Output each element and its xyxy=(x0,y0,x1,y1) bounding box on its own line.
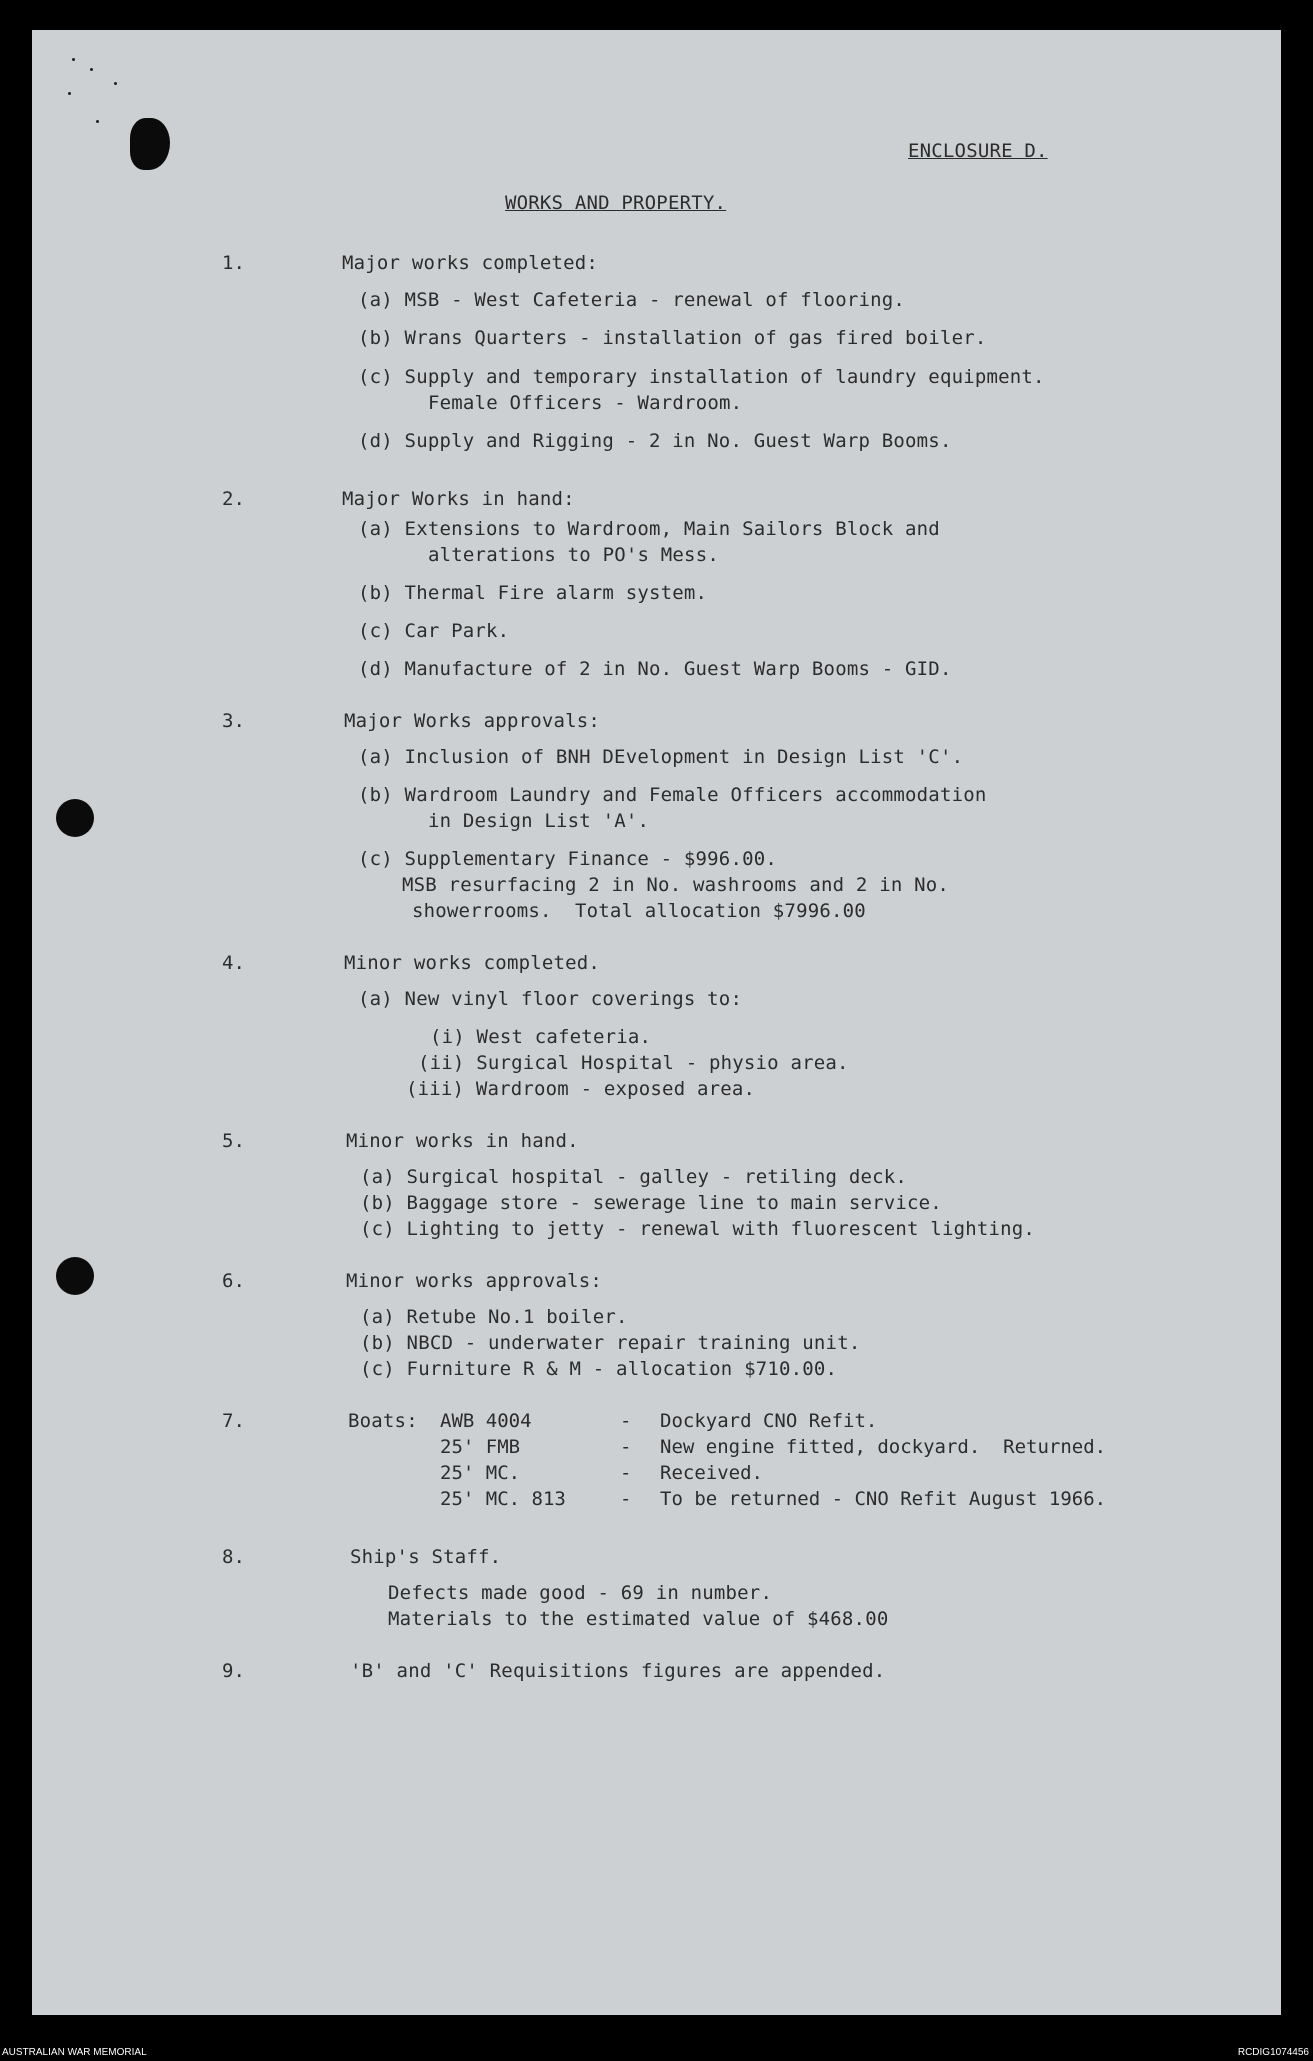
list-item: (b) Thermal Fire alarm system. xyxy=(358,582,708,604)
archive-name: AUSTRALIAN WAR MEMORIAL xyxy=(2,2047,147,2058)
list-item: (b) Baggage store - sewerage line to main service. xyxy=(360,1192,942,1214)
sub-item: (iii) Wardroom - exposed area. xyxy=(406,1078,756,1100)
list-item: (c) Supplementary Finance - $996.00. xyxy=(358,848,778,870)
list-item-continuation: alterations to PO's Mess. xyxy=(428,544,719,566)
dash: - xyxy=(620,1436,632,1458)
list-item-continuation: MSB resurfacing 2 in No. washrooms and 2 in No. xyxy=(402,874,950,896)
list-item: (a) Surgical hospital - galley - retiling deck. xyxy=(360,1166,908,1188)
sub-item: (i) West cafeteria. xyxy=(430,1026,652,1048)
list-item-continuation: showerrooms. Total allocation $7996.00 xyxy=(412,900,866,922)
section-heading: Major Works in hand: xyxy=(342,488,575,510)
list-item: (a) Inclusion of BNH DEvelopment in Design List 'C'. xyxy=(358,746,964,768)
boat-name: AWB 4004 xyxy=(440,1410,532,1432)
section-heading: 'B' and 'C' Requisitions figures are appended. xyxy=(350,1660,886,1682)
section-heading: Ship's Staff. xyxy=(350,1546,502,1568)
list-item: (c) Furniture R & M - allocation $710.00. xyxy=(360,1358,838,1380)
list-item: (a) Retube No.1 boiler. xyxy=(360,1306,628,1328)
section-number: 5. xyxy=(222,1130,245,1152)
list-item: (a) Extensions to Wardroom, Main Sailors Block and xyxy=(358,518,940,540)
section-number: 8. xyxy=(222,1546,245,1568)
dash: - xyxy=(620,1410,632,1432)
archive-id: RCDIG1074456 xyxy=(1237,2047,1309,2058)
archive-footer xyxy=(0,2047,1313,2061)
list-item-continuation: in Design List 'A'. xyxy=(428,810,650,832)
table-row xyxy=(440,1436,1106,1462)
list-item: (b) Wrans Quarters - installation of gas fired boiler. xyxy=(358,327,987,349)
section-heading: Major Works approvals: xyxy=(344,710,601,732)
list-item: (d) Manufacture of 2 in No. Guest Warp Booms - GID. xyxy=(358,658,952,680)
speck xyxy=(72,58,75,61)
list-item: (a) MSB - West Cafeteria - renewal of flooring. xyxy=(358,289,906,311)
sub-item: (ii) Surgical Hospital - physio area. xyxy=(418,1052,849,1074)
boat-name: 25' FMB xyxy=(440,1436,521,1458)
boat-note: To be returned - CNO Refit August 1966. xyxy=(660,1488,1107,1510)
speck xyxy=(114,82,117,85)
table-row xyxy=(440,1410,1106,1436)
speck xyxy=(68,92,71,95)
boat-note: Received. xyxy=(660,1462,763,1484)
list-item: (d) Supply and Rigging - 2 in No. Guest Warp Booms. xyxy=(358,430,952,452)
punch-hole-upper xyxy=(56,799,94,837)
ink-blot xyxy=(130,118,170,170)
list-item: (b) NBCD - underwater repair training unit. xyxy=(360,1332,861,1354)
section-number: 4. xyxy=(222,952,245,974)
enclosure-label: ENCLOSURE D. xyxy=(908,140,1048,162)
boat-note: Dockyard CNO Refit. xyxy=(660,1410,878,1432)
list-item: (c) Supply and temporary installation of laundry equipment. xyxy=(358,366,1045,388)
section-heading: Boats: xyxy=(348,1410,418,1432)
section-heading: Minor works completed. xyxy=(344,952,601,974)
section-heading: Minor works approvals: xyxy=(346,1270,603,1292)
dash: - xyxy=(620,1462,632,1484)
table-row xyxy=(440,1462,1106,1488)
document-page xyxy=(32,30,1281,2015)
boat-name: 25' MC. xyxy=(440,1462,521,1484)
section-number: 7. xyxy=(222,1410,245,1432)
boats-table xyxy=(440,1410,1106,1514)
boat-name: 25' MC. 813 xyxy=(440,1488,566,1510)
table-row xyxy=(440,1488,1106,1514)
page-title: WORKS AND PROPERTY. xyxy=(505,192,727,214)
section-number: 2. xyxy=(222,488,245,510)
section-number: 3. xyxy=(222,710,245,732)
list-item-continuation: Female Officers - Wardroom. xyxy=(428,392,743,414)
section-heading: Minor works in hand. xyxy=(346,1130,579,1152)
dash: - xyxy=(620,1488,632,1510)
speck xyxy=(96,120,99,123)
boat-note: New engine fitted, dockyard. Returned. xyxy=(660,1436,1107,1458)
list-item: (c) Lighting to jetty - renewal with fluorescent lighting. xyxy=(360,1218,1036,1240)
speck xyxy=(90,68,93,71)
punch-hole-lower xyxy=(56,1257,94,1295)
list-item: (c) Car Park. xyxy=(358,620,510,642)
list-item: (b) Wardroom Laundry and Female Officers accommodation xyxy=(358,784,987,806)
list-item: Materials to the estimated value of $468.00 xyxy=(388,1608,889,1630)
section-number: 1. xyxy=(222,252,245,274)
section-number: 9. xyxy=(222,1660,245,1682)
section-heading: Major works completed: xyxy=(342,252,599,274)
section-number: 6. xyxy=(222,1270,245,1292)
list-item: Defects made good - 69 in number. xyxy=(388,1582,773,1604)
list-item: (a) New vinyl floor coverings to: xyxy=(358,988,743,1010)
